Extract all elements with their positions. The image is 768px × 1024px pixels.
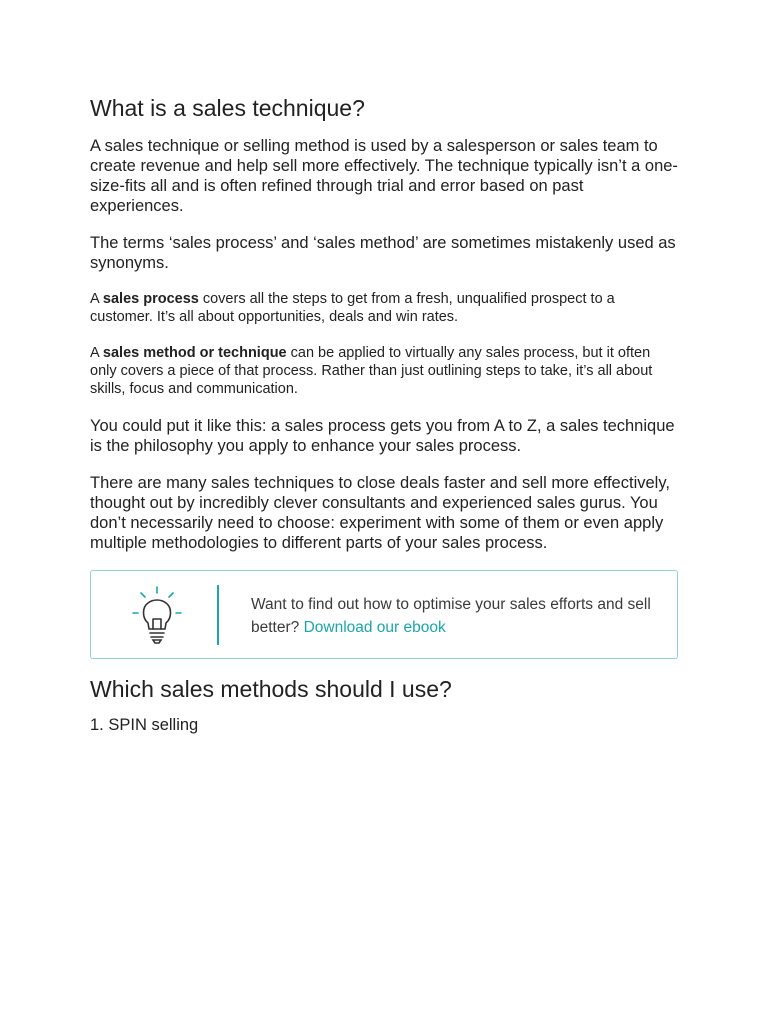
list-item: 1. SPIN selling <box>90 716 199 734</box>
text-prefix: A <box>90 291 103 307</box>
section-heading-sales-technique: What is a sales technique? <box>90 95 365 121</box>
term-sales-method: sales method or technique <box>102 345 287 361</box>
section-heading-which-methods: Which sales methods should I use? <box>90 676 452 702</box>
paragraph-many-techniques: There are many sales techniques to close deals faster and sell more effectively, thought out by incredibly clever consultants and experienced sales gurus. You don’t necessarily need to choose: experiment with some of them or even apply multiple methodologies to different parts of your sales process. <box>90 474 670 552</box>
text-rest: can be applied to virtually any sales process, but it often only covers a piece of that process. Rather than just outlining steps to take, it’s all about skills, focus and communication. <box>90 345 653 397</box>
text-prefix: A <box>90 345 103 361</box>
paragraph-terms: The terms ‘sales process’ and ‘sales method’ are sometimes mistakenly used as synonyms. <box>90 234 676 272</box>
paragraph-sales-process <box>90 290 678 326</box>
text-rest: covers all the steps to get from a fresh, unqualified prospect to a customer. It’s all about opportunities, deals and win rates. <box>90 291 615 325</box>
paragraph-definition: A sales technique or selling method is used by a salesperson or sales team to create revenue and help sell more effectively. The technique typically isn’t a one-size-fits all and is often refined through trial and error based on past experiences. <box>90 137 678 215</box>
callout-message: Want to find out how to optimise your sales efforts and sell better? <box>251 596 651 636</box>
lightbulb-icon <box>131 585 183 647</box>
paragraph-sales-method <box>90 344 678 398</box>
callout-text <box>251 593 651 639</box>
download-ebook-link[interactable]: Download our ebook <box>303 619 446 636</box>
term-sales-process: sales process <box>102 291 199 307</box>
callout-divider <box>217 585 219 645</box>
paragraph-analogy: You could put it like this: a sales process gets you from A to Z, a sales technique is the philosophy you apply to enhance your sales process. <box>90 417 675 455</box>
ebook-callout <box>90 570 678 659</box>
